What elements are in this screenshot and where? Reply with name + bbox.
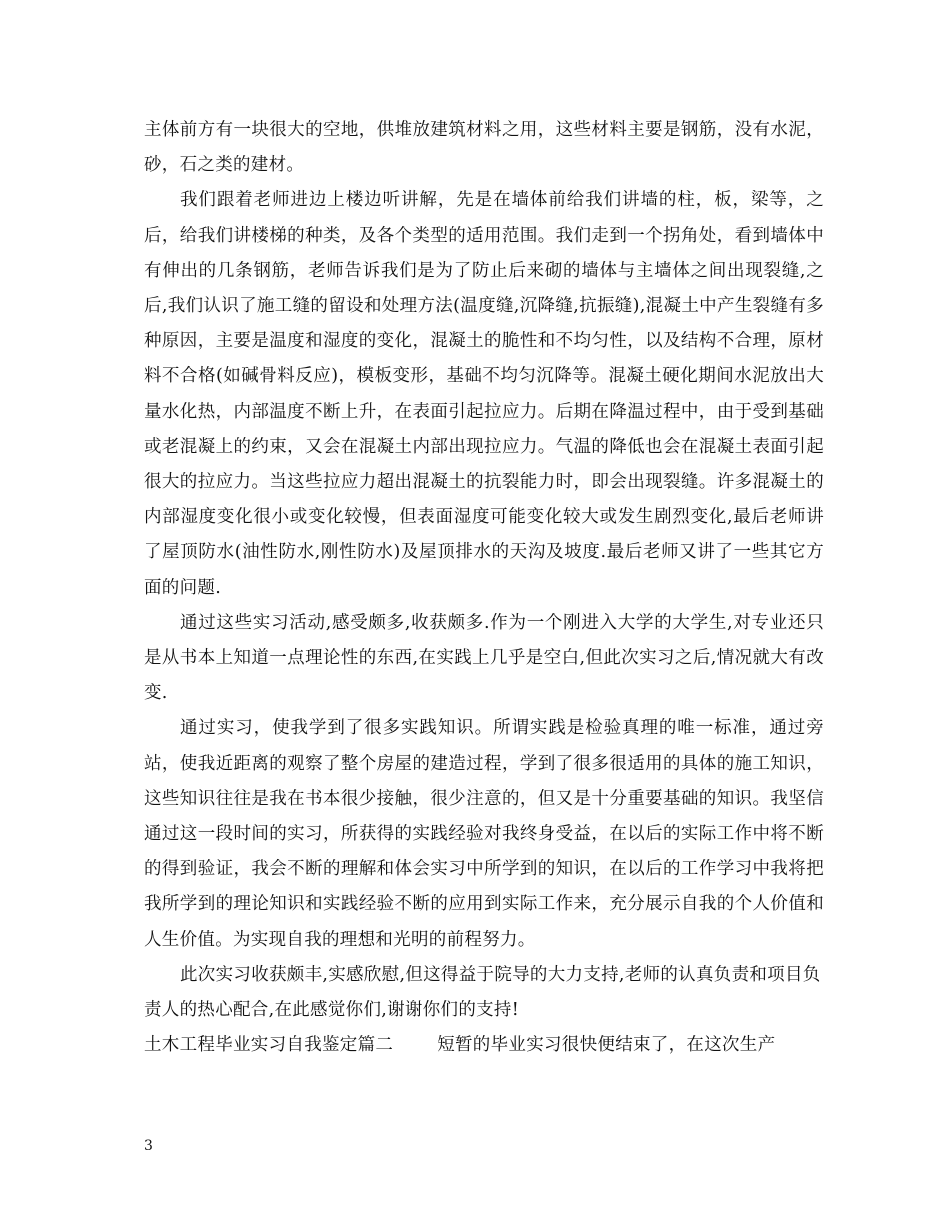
section-line [144, 1028, 824, 1063]
section-heading: 土木工程毕业实习自我鉴定篇二 [144, 1035, 394, 1056]
paragraph-5: 此次实习收获颇丰,实感欣慰,但这得益于院导的大力支持,老师的认真负责和项目负责人的热心配合,在此感觉你们,谢谢你们的支持! [144, 964, 821, 1021]
paragraph-4: 通过实习，使我学到了很多实践知识。所谓实践是检验真理的唯一标准，通过旁站，使我近距离的观察了整个房屋的建造过程，学到了很多很适用的具体的施工知识，这些知识往往是我在书本很少接触，很少注意的，但又是十分重要基础的知识。我坚信通过这一段时间的实习，所获得的实践经验对我终身受益，在以后的实际工作中将不断的得到验证，我会不断的理解和体会实习中所学到的知识，在以后的工作学习中我将把我所学到的理论知识和实践经验不断的应用到实际工作来，充分展示自我的个人价值和人生价值。为实现自我的理想和光明的前程努力。 [144, 718, 824, 950]
document-body [144, 113, 824, 1063]
page-number: 3 [144, 1138, 153, 1154]
paragraph-1: 主体前方有一块很大的空地，供堆放建筑材料之用，这些材料主要是钢筋，没有水泥，砂，石之类的建材。 [144, 120, 824, 176]
section-continuation: 短暂的毕业实习很快便结束了，在这次生产 [437, 1035, 776, 1056]
paragraph-3: 通过这些实习活动,感受颇多,收获颇多.作为一个刚进入大学的大学生,对专业还只是从书本上知道一点理论性的东西,在实践上几乎是空白,但此次实习之后,情况就大有改变. [144, 612, 824, 704]
paragraph-2: 我们跟着老师进边上楼边听讲解，先是在墙体前给我们讲墙的柱，板，梁等，之后，给我们讲楼梯的种类，及各个类型的适用范围。我们走到一个拐角处，看到墙体中有伸出的几条钢筋，老师告诉我们是为了防止后来砌的墙体与主墙体之间出现裂缝,之后,我们认识了施工缝的留设和处理方法(温度缝,沉降缝,抗振缝),混凝土中产生裂缝有多种原因，主要是温度和湿度的变化，混凝土的脆性和不均匀性，以及结构不合理，原材料不合格(如碱骨料反应)，模板变形，基础不均匀沉降等。混凝土硬化期间水泥放出大量水化热，内部温度不断上升，在表面引起拉应力。后期在降温过程中，由于受到基础或老混凝上的约束，又会在混凝土内部出现拉应力。气温的降低也会在混凝土表面引起很大的拉应力。当这些拉应力超出混凝土的抗裂能力时，即会出现裂缝。许多混凝土的内部湿度变化很小或变化较慢，但表面湿度可能变化较大或发生剧烈变化,最后老师讲了屋顶防水(油性防水,刚性防水)及屋顶排水的天沟及坡度.最后老师又讲了一些其它方面的问题. [144, 190, 824, 598]
